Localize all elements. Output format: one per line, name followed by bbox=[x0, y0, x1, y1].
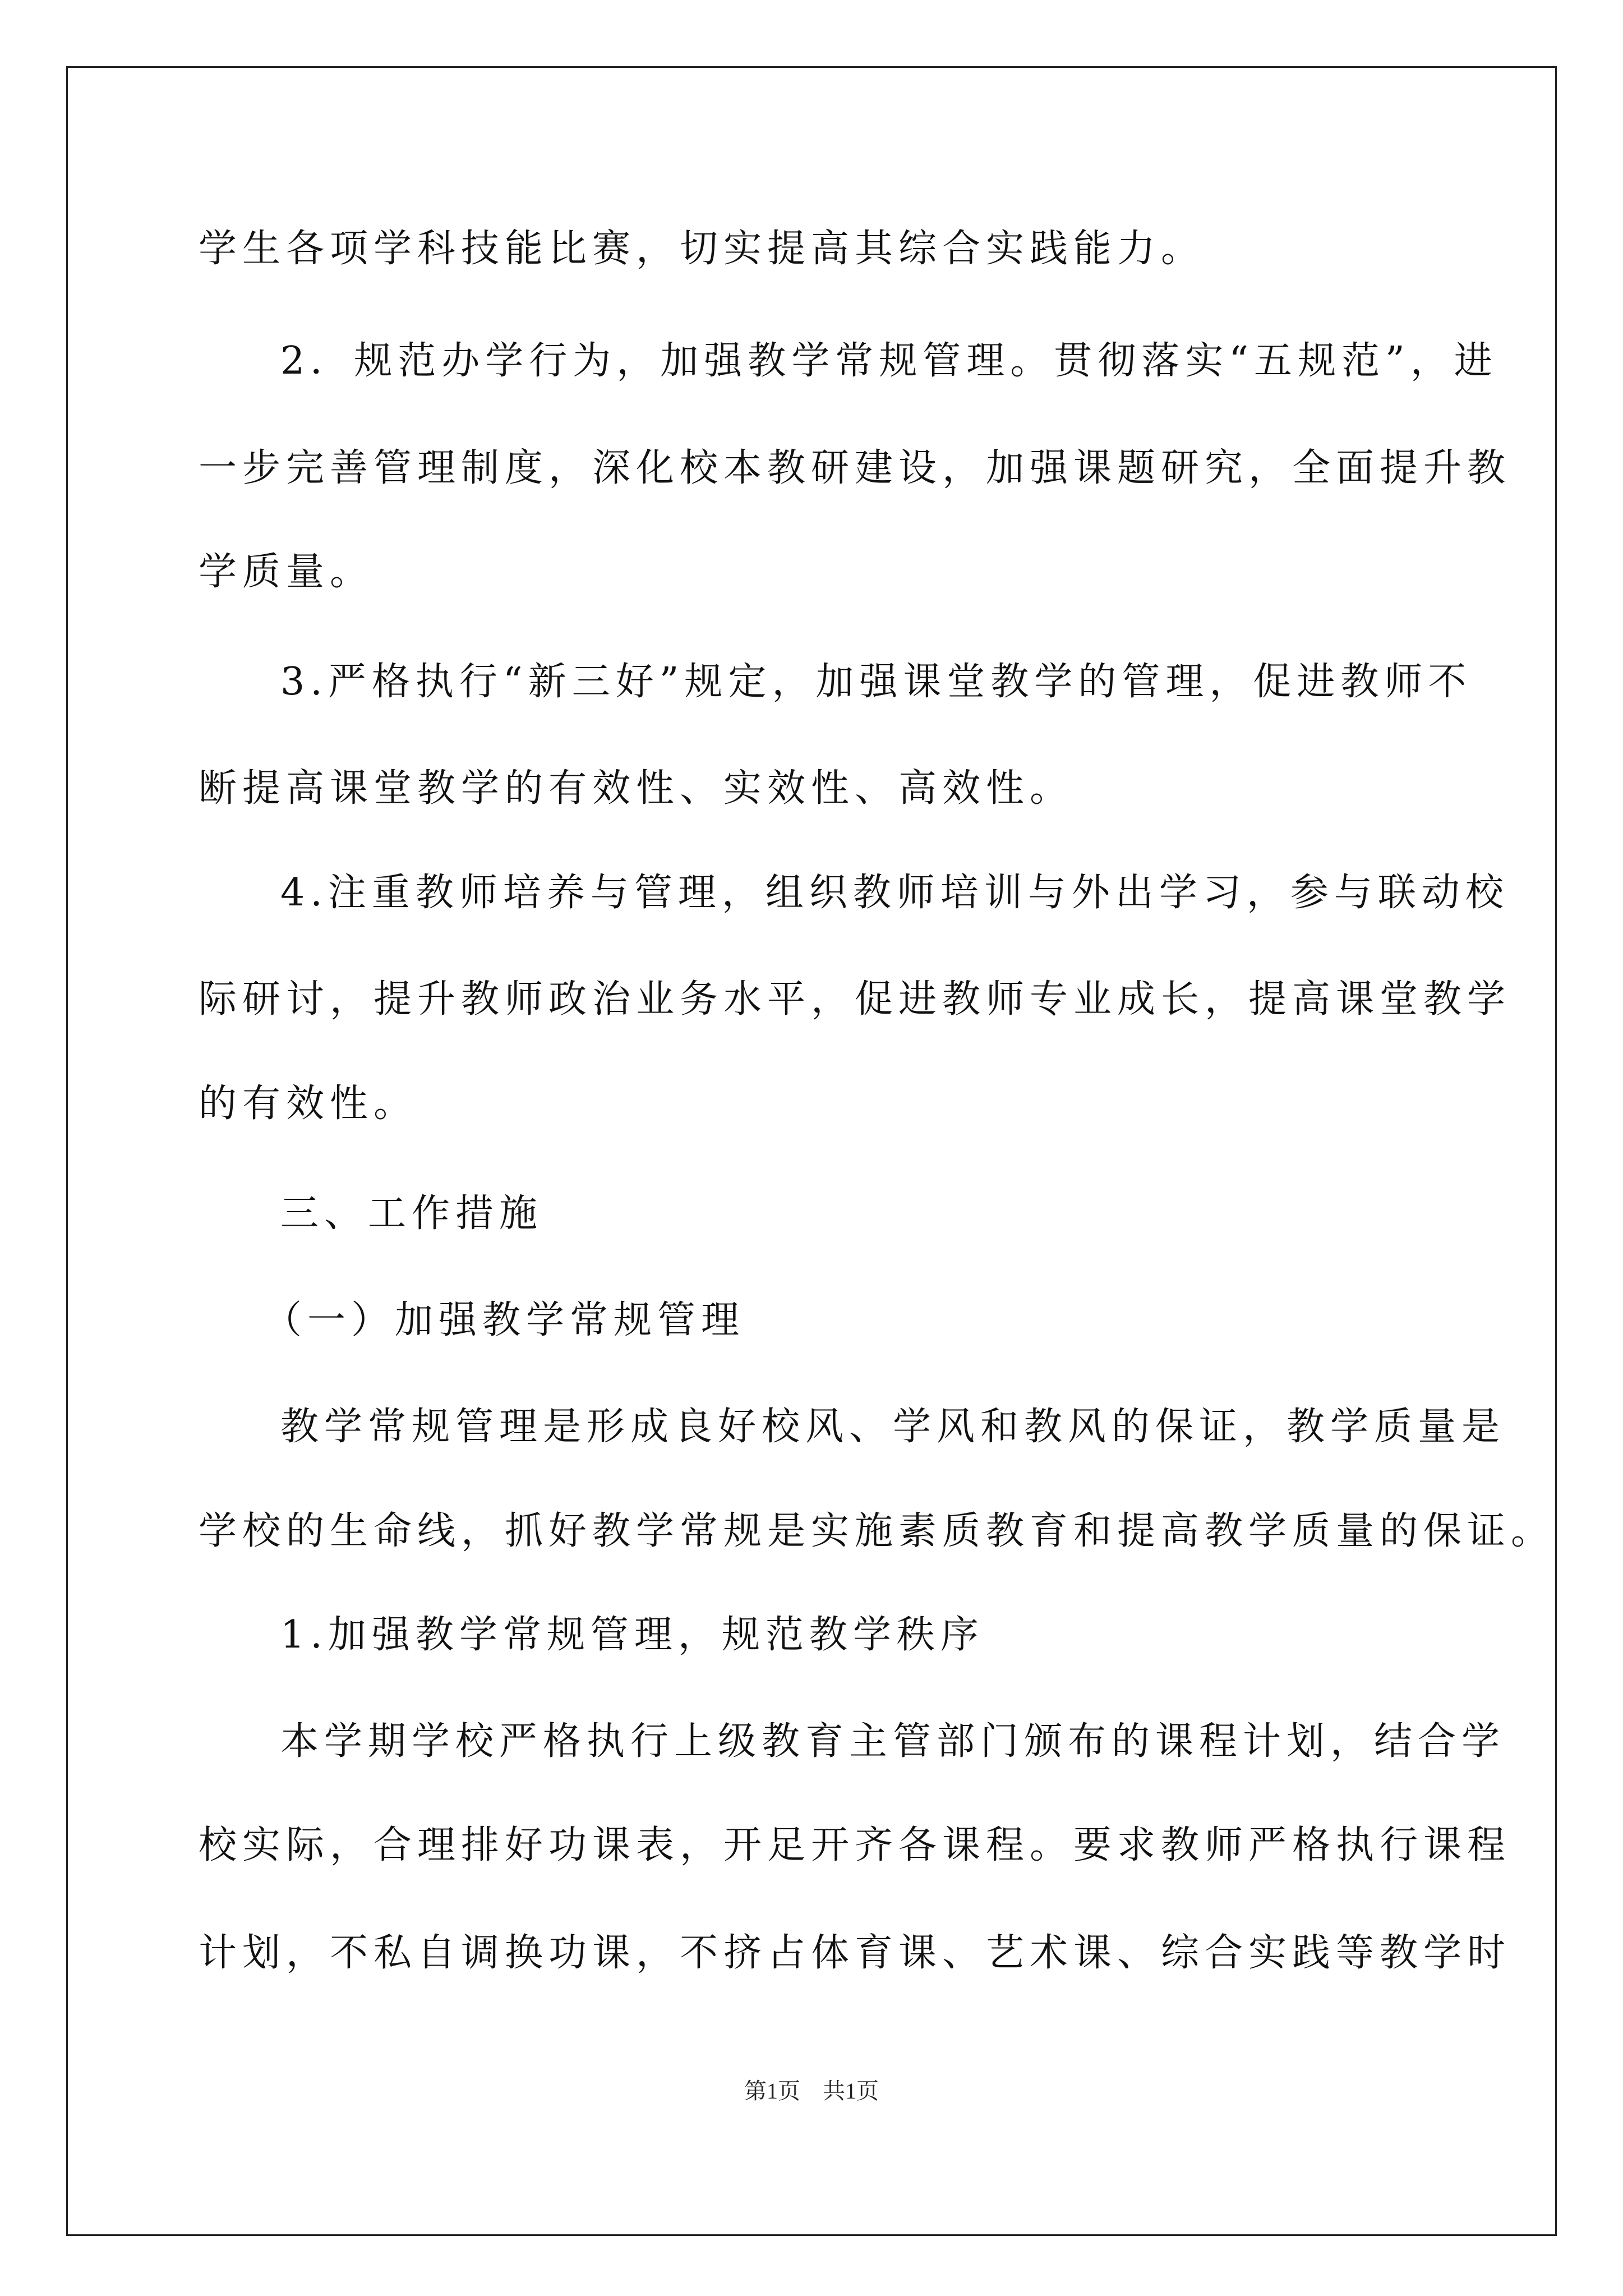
text-line: 的有效性。 bbox=[199, 1082, 418, 1126]
text-line: 2．规范办学行为，加强教学常规管理。贯彻落实“五规范”，进 bbox=[280, 339, 1498, 383]
page-border bbox=[66, 66, 1557, 2236]
section-heading: 三、工作措施 bbox=[280, 1191, 543, 1236]
text-line: 学校的生命线，抓好教学常规是实施素质教育和提高教学质量的保证。 bbox=[199, 1509, 1555, 1553]
text-line: 际研讨，提升教师政治业务水平，促进教师专业成长，提高课堂教学 bbox=[199, 977, 1511, 1022]
text-line: 学质量。 bbox=[199, 550, 374, 594]
text-line: 计划，不私自调换功课，不挤占体育课、艺术课、综合实践等教学时 bbox=[199, 1931, 1511, 1975]
item-heading: 1.加强教学常规管理，规范教学秩序 bbox=[280, 1613, 984, 1657]
text-line: 学生各项学科技能比赛，切实提高其综合实践能力。 bbox=[199, 227, 1205, 271]
page-footer: 第1页 共1页 bbox=[744, 2078, 879, 2104]
text-line: 断提高课堂教学的有效性、实效性、高效性。 bbox=[199, 766, 1074, 811]
subsection-heading: （一）加强教学常规管理 bbox=[264, 1298, 745, 1342]
text-line: 教学常规管理是形成良好校风、学风和教风的保证，教学质量是 bbox=[280, 1405, 1506, 1449]
text-line: 3.严格执行“新三好”规定，加强课堂教学的管理，促进教师不 bbox=[280, 660, 1472, 704]
text-line: 一步完善管理制度，深化校本教研建设，加强课题研究，全面提升教 bbox=[199, 446, 1511, 490]
text-line: 4.注重教师培养与管理，组织教师培训与外出学习，参与联动校 bbox=[280, 871, 1509, 915]
text-line: 校实际，合理排好功课表，开足开齐各课程。要求教师严格执行课程 bbox=[199, 1823, 1511, 1867]
text-line: 本学期学校严格执行上级教育主管部门颁布的课程计划，结合学 bbox=[280, 1719, 1506, 1764]
